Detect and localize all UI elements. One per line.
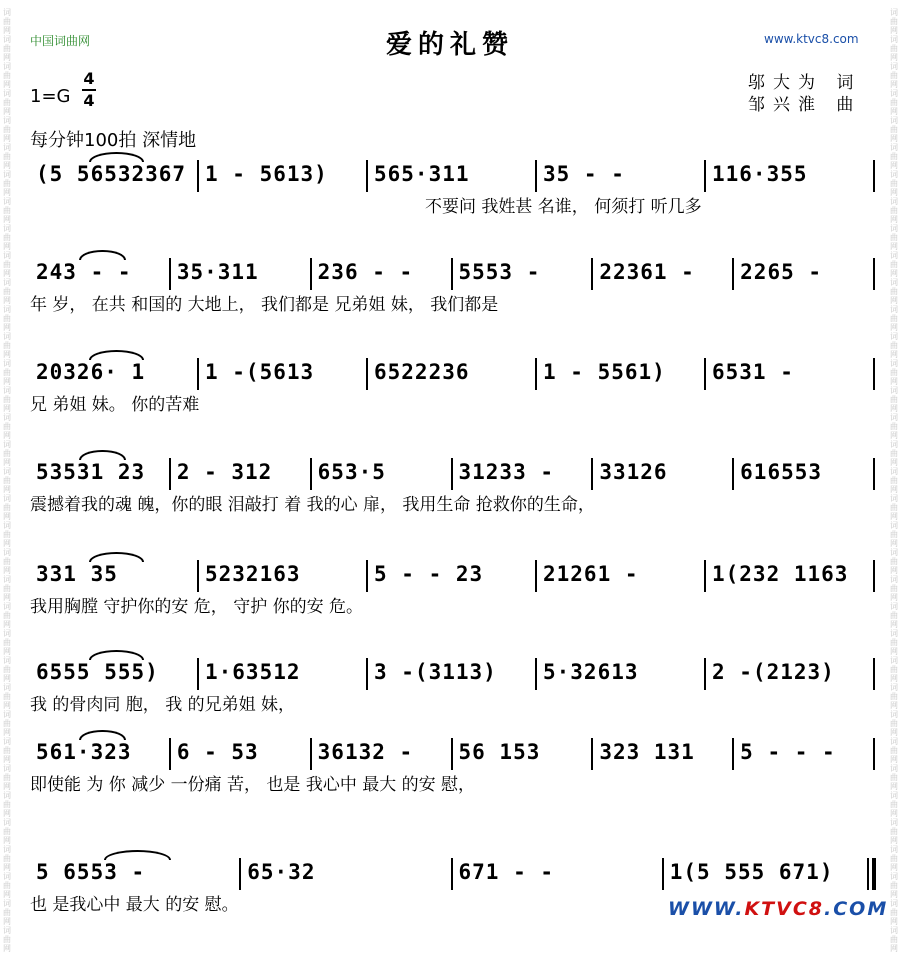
measure: 6555 555) [36,660,159,684]
measure: 565·311 [374,162,470,186]
watermark-text: 词曲网 [890,278,898,305]
barline [535,358,537,390]
barline [239,858,241,890]
watermark-text: 词曲网 [3,170,11,197]
barline [873,358,875,390]
site-name-left[interactable]: 中国词曲网 [30,34,91,48]
measure: 6531 - [712,360,794,384]
measure: 31233 - [458,460,555,484]
measure: (5 56532367 [36,162,187,186]
watermark-text: 词曲网 [890,629,898,656]
watermark-text: 词曲网 [890,494,898,521]
measure: 1 -(5613 [205,360,315,384]
barline [366,560,368,592]
watermark-text: 词曲网 [3,656,11,683]
watermark-text: 词曲网 [890,656,898,683]
watermark-text: 词曲网 [3,116,11,143]
watermark-text: 词曲网 [3,35,11,62]
notation-line [30,560,875,594]
watermark-text: 词曲网 [3,386,11,413]
measure: 6522236 [374,360,470,384]
measure: 561·323 [36,740,132,764]
barline [366,658,368,690]
score-row [30,560,875,630]
slur-arc [79,730,125,740]
barline [310,738,312,770]
watermark-text: 词曲网 [3,872,11,899]
slur-arc [79,450,125,460]
watermark-text: 词曲网 [890,197,898,224]
barline [451,738,453,770]
watermark-text: 词曲网 [890,737,898,764]
watermark-text: 词曲网 [890,386,898,413]
key-signature: 1=G [30,86,71,107]
composer-credit: 邹兴淮 曲 [748,95,862,115]
measure: 5 - - - [740,740,836,764]
barline [451,858,453,890]
slur-arc [89,552,144,562]
measure: 653·5 [317,460,386,484]
measure: 5·32613 [543,660,639,684]
time-signature [82,70,96,110]
watermark-text: 词曲网 [3,899,11,926]
watermark-text: 词曲网 [3,251,11,278]
measure: 1(232 1163 [712,562,849,586]
notation-line [30,160,875,194]
watermark-text: 词曲网 [3,62,11,89]
watermark-text: 词曲网 [890,548,898,575]
measure: 20326· 1 [36,360,146,384]
watermark-text: 词曲网 [3,278,11,305]
watermark-text: 词曲网 [3,197,11,224]
measure: 1·63512 [205,660,301,684]
measure: 116·355 [712,162,808,186]
watermark-text: 词曲网 [890,818,898,845]
watermark-text: 词曲网 [3,413,11,440]
measure: 1 - 5561) [543,360,666,384]
footer-logo-brand: KTVC8 [744,898,825,920]
watermark-text: 词曲网 [3,548,11,575]
barline [310,458,312,490]
score-row [30,738,875,808]
watermark-text: 词曲网 [890,845,898,872]
watermark-text: 词曲网 [890,224,898,251]
barline [169,258,171,290]
watermark-text: 词曲网 [890,116,898,143]
barline [310,258,312,290]
watermark-text: 词曲网 [3,143,11,170]
watermark-text: 词曲网 [3,359,11,386]
notation-line [30,738,875,772]
measure: 6 - 53 [176,740,259,764]
barline [197,160,199,192]
watermark-text: 词曲网 [890,872,898,899]
watermark-text: 词曲网 [890,602,898,629]
lyric-line: 震撼着我的魂 魄，你的眼 泪敲打 着 我的心 扉， 我用生命 抢救你的生命， [30,495,595,515]
time-signature-top: 4 [83,69,95,88]
barline [732,258,734,290]
lyric-line: 即使能 为 你 减少 一份痛 苦， 也是 我心中 最大 的安 慰， [30,775,476,795]
barline [732,738,734,770]
barline [873,160,875,192]
barline [169,738,171,770]
watermark-text: 词曲网 [890,332,898,359]
barline [873,738,875,770]
tempo-marking: 每分钟100拍 深情地 [30,130,197,151]
score-row [30,358,875,428]
measure: 2265 - [740,260,823,284]
watermark-text: 词曲网 [890,710,898,737]
notation-line [30,258,875,292]
watermark-text: 词曲网 [3,575,11,602]
measure: 331 35 [36,562,118,586]
barline [591,738,593,770]
watermark-text: 词曲网 [890,440,898,467]
notation-line [30,458,875,492]
measure: 2 -(2123) [712,660,835,684]
barline [197,358,199,390]
watermark-column-right [887,0,901,953]
final-barline [867,858,875,890]
barline [662,858,664,890]
watermark-text: 词曲网 [890,35,898,62]
barline [704,560,706,592]
measure: 3 -(3113) [374,660,497,684]
measure: 5553 - [458,260,541,284]
watermark-text: 词曲网 [890,8,898,35]
measure: 1(5 555 671) [669,860,834,884]
watermark-text: 词曲网 [3,845,11,872]
lyric-line: 兄 弟姐 妹。 你的苦难 [30,395,200,415]
lyric-line: 年 岁， 在共 和国的 大地上， 我们都是 兄弟姐 妹， 我们都是 [30,295,499,315]
slur-arc [104,850,171,860]
measure: 236 - - [317,260,414,284]
notation-line [30,858,875,892]
measure: 5232163 [205,562,301,586]
score-row [30,658,875,728]
barline [704,358,706,390]
score-row [30,458,875,528]
watermark-text: 词曲网 [890,575,898,602]
watermark-text: 词曲网 [3,926,11,953]
measure: 33126 [599,460,668,484]
watermark-text: 词曲网 [890,359,898,386]
watermark-text: 词曲网 [3,224,11,251]
time-signature-bottom: 4 [83,91,95,110]
measure: 671 - - [458,860,555,884]
watermark-text: 词曲网 [890,143,898,170]
watermark-text: 词曲网 [3,818,11,845]
measure: 616553 [740,460,823,484]
barline [873,258,875,290]
watermark-text: 词曲网 [3,494,11,521]
measure: 53531 23 [36,460,146,484]
watermark-text: 词曲网 [890,62,898,89]
watermark-text: 词曲网 [890,467,898,494]
measure: 65·32 [247,860,316,884]
measure: 243 - - [36,260,132,284]
watermark-text: 词曲网 [3,332,11,359]
barline [451,458,453,490]
watermark-text: 词曲网 [3,467,11,494]
barline [366,358,368,390]
watermark-text: 词曲网 [3,629,11,656]
watermark-text: 词曲网 [3,683,11,710]
watermark-text: 词曲网 [890,170,898,197]
watermark-text: 词曲网 [3,764,11,791]
barline [591,458,593,490]
barline [873,658,875,690]
slur-arc [89,152,144,162]
watermark-text: 词曲网 [3,791,11,818]
lyric-line: 也 是我心中 最大 的安 慰。 [30,895,239,915]
measure: 56 153 [458,740,541,764]
barline [366,160,368,192]
barline [451,258,453,290]
slur-arc [79,250,125,260]
watermark-text: 词曲网 [890,305,898,332]
site-url-right[interactable]: www.ktvc8.com [764,32,859,46]
watermark-text: 词曲网 [890,89,898,116]
barline [197,560,199,592]
barline [535,658,537,690]
watermark-column-left [0,0,14,953]
barline [704,658,706,690]
measure: 2 - 312 [176,460,273,484]
barline [704,160,706,192]
footer-logo[interactable] [668,898,888,920]
watermark-text: 词曲网 [890,251,898,278]
barline [873,560,875,592]
watermark-text: 词曲网 [890,926,898,953]
slur-arc [89,350,144,360]
barline [591,258,593,290]
slur-arc [89,650,144,660]
lyric-line: 不要问 我姓甚 名谁， 何须打 听几多 [425,197,702,217]
watermark-text: 词曲网 [890,791,898,818]
measure: 323 131 [599,740,695,764]
watermark-text: 词曲网 [890,683,898,710]
watermark-text: 词曲网 [3,710,11,737]
watermark-text: 词曲网 [890,413,898,440]
measure: 35 - - [543,162,625,186]
lyric-line: 我用胸膛 守护你的安 危， 守护 你的安 危。 [30,597,364,617]
measure: 1 - 5613) [205,162,328,186]
footer-logo-prefix: WWW. [668,898,745,920]
watermark-text: 词曲网 [3,8,11,35]
barline [873,458,875,490]
measure: 5 6553 - [36,860,146,884]
watermark-text: 词曲网 [3,737,11,764]
watermark-text: 词曲网 [3,602,11,629]
barline [197,658,199,690]
notation-line [30,358,875,392]
barline [535,560,537,592]
watermark-text: 词曲网 [3,440,11,467]
lyricist-credit: 邬大为 词 [748,73,862,93]
measure: 21261 - [543,562,639,586]
measure: 5 - - 23 [374,562,484,586]
song-title: 爱的礼赞 [385,30,514,60]
notation-line [30,658,875,692]
watermark-text: 词曲网 [890,764,898,791]
watermark-text: 词曲网 [890,521,898,548]
watermark-text: 词曲网 [3,305,11,332]
lyric-line: 我 的骨肉同 胞， 我 的兄弟姐 妹， [30,695,296,715]
measure: 36132 - [317,740,414,764]
score-row [30,258,875,328]
watermark-text: 词曲网 [3,521,11,548]
footer-logo-suffix: .COM [824,898,889,920]
barline [535,160,537,192]
barline [169,458,171,490]
measure: 35·311 [176,260,259,284]
barline [732,458,734,490]
watermark-text: 词曲网 [890,899,898,926]
watermark-text: 词曲网 [3,89,11,116]
measure: 22361 - [599,260,695,284]
score-row [30,160,875,230]
